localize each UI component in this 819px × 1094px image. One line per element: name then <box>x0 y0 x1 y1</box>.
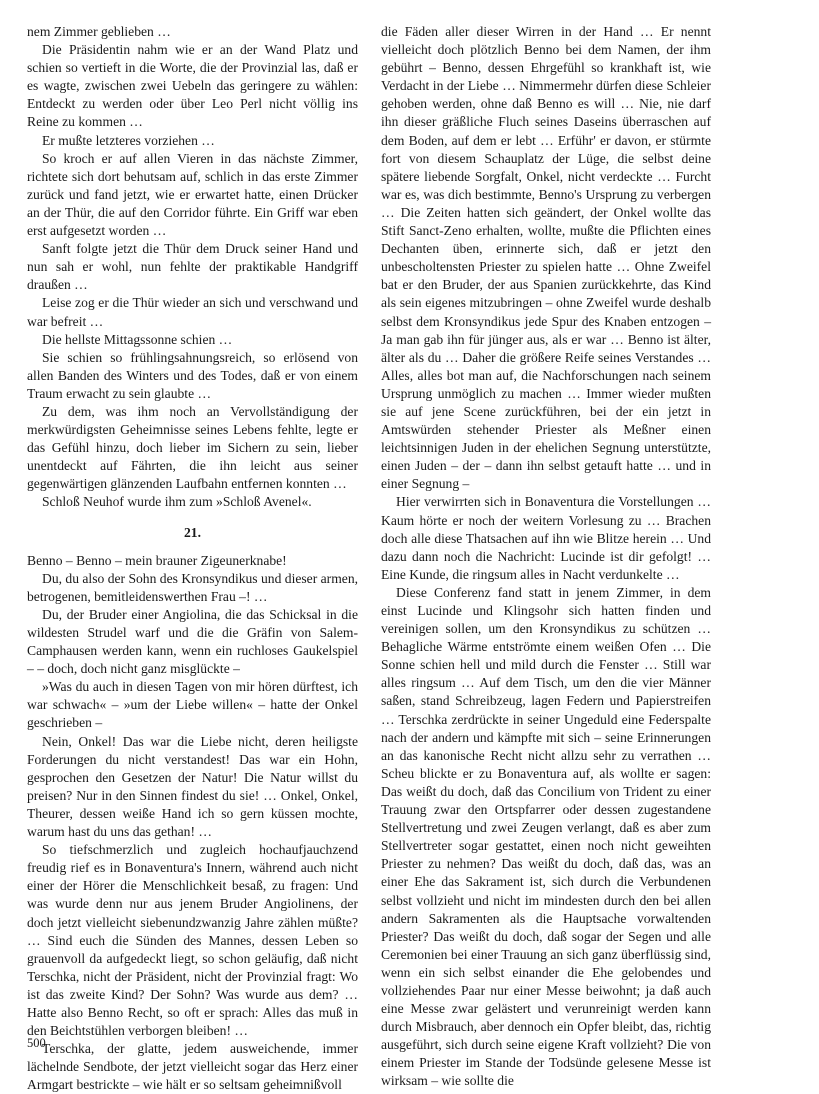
paragraph: Terschka, der glatte, jedem ausweichende, immer lächelnde Sendbote, der jetzt vielleicht sogar das Herz einer Armgart bestrickte – wie hält er so seltsam geheimnißvoll <box>27 1041 358 1093</box>
right-column <box>381 23 711 1091</box>
paragraph: Diese Conferenz fand statt in jenem Zimmer, in dem einst Lucinde und Klingsohr sich hatten finden und vereinigen sollen, um den Kronsyndikus zu schützen … Behagliche Wärme entströmte einem weißen Ofen … Die Sonne schien hell und mild durch die Fenster … Still war alles ringsum … Auf dem Tisch, um den die vier Männer saßen, stand Schreibzeug, lagen Federn und Papierstreifen … Terschka zerdrückte in seiner Ungeduld eine Federspalte nach der andern und kämpfte mit sich – seine Erinnerungen an das kanonische Recht nicht allzu sehr zu verrathen … Scheu blickte er zu Bonaventura auf, als wollte er sagen: Das weißt du doch, daß das Concilium von Trident zu einer Trauung zwar den Ortspfarrer oder dessen zugestandene Stellvertretung und zwei Zeugen verlangt, daß es aber zum Stellvertreter sogar gestattet, einen noch nicht geweihten Priester zu nehmen? Das weißt du doch, daß das, was an einer Ehe das Sakrament ist, sich durch die Verbundenen selbst vollzieht und nicht im mindesten durch den bei allen andern Sakramenten als die Hauptsache vorwaltenden Priester? Das weißt du doch, daß sogar der Segen und alle Ceremonien bei einer Trauung an sich ganz überflüssig sind, wenn ein sich selbst einander die Ehe gelobendes und vollziehendes Paar nur einer Messe beiwohnt; ja daß auch eine Messe zwar gelästert und verunreinigt werden kann durch Misbrauch, aber dennoch ein Opfer bleibt, das, richtig ausgeführt, sich durch seine eigene Kraft vollzieht? Die von einem Priester im Stande der Todsünde gelesene Messe ist wirksam – wie sollte die <box>381 584 711 1089</box>
chapter-heading: 21. <box>184 524 201 540</box>
paragraph: Zu dem, was ihm noch an Vervollständigung der merkwürdigsten Geheimnisse seines Lebens fehlte, legte er das Gefühl hinzu, doch lieber im Sichern zu sein, lieber unentdeckt auf Fährten, die ihn leicht aus seiner gegenwärtigen glänzenden Laufbahn entfernen konnten … <box>27 403 358 492</box>
paragraph: Hier verwirrten sich in Bonaventura die Vorstellungen … Kaum hörte er noch der weitern Vorlesung zu … Brachen doch alle diese Thatsachen auf ihn wie Blitze herein … Und dazu dann noch die Nachricht: Lucinde ist dir gefolgt! … Eine Kunde, die ringsum alles in Nacht verdunkelte … <box>381 494 711 582</box>
paragraph: So kroch er auf allen Vieren in das nächste Zimmer, richtete sich dort behutsam auf, schlich in das erste Zimmer zurück und fand jetzt, wie er erwartet hatte, einen Drücker an der Thür, die auf den Corridor führte. Ein Griff war eben erst aufgesetzt worden … <box>27 150 358 239</box>
page-number: 500 <box>27 1036 46 1050</box>
paragraph: So tiefschmerzlich und zugleich hochaufjauchzend freudig rief es in Bonaventura's Innern, während auch nicht einer der Hörer die Menschlichkeit besaß, zu fragen: Und was wurde denn nur aus jenem Bruder Angiolinens, der doch jetzt vielleicht siebenundzwanzig Jahre zählen müßte? … Sind euch die Sünden des Mannes, dessen Leben so grauenvoll da aufgedeckt liegt, so schon geläufig, daß nicht Terschka, nicht der Präsident, nicht der Provinzial fragt: Wo ist das zweite Kind? Der Sohn? Was wurde aus dem? … Hatte also Benno Recht, so oft er sprach: Alles das muß in den Beichtstühlen verborgen bleiben! … <box>27 842 358 1039</box>
paragraph: Leise zog er die Thür wieder an sich und verschwand und war befreit … <box>27 295 358 329</box>
paragraph: nem Zimmer geblieben … <box>27 24 171 39</box>
left-column <box>27 23 358 1094</box>
paragraph: Er mußte letzteres vorziehen … <box>42 132 215 148</box>
paragraph: Sanft folgte jetzt die Thür dem Druck seiner Hand und nun sah er wohl, nun fehlte der praktikable Handgriff draußen … <box>27 241 358 293</box>
paragraph: Benno – Benno – mein brauner Zigeunerknabe! <box>27 552 287 568</box>
paragraph: Sie schien so frühlingsahnungsreich, so erlösend von allen Banden des Winters und des Todes, daß er von einem Traum erwacht zu sein glaubte … <box>27 349 358 401</box>
paragraph: Die Präsidentin nahm wie er an der Wand Platz und schien so vertieft in die Worte, die der Provinzial las, daß er es wagte, zwischen zwei Uebeln das geringere zu wählen: Entdeckt zu werden oder über Leo Perl nicht völlig ins Reine zu kommen … <box>27 42 358 130</box>
paragraph: »Was du auch in diesen Tagen von mir hören dürftest, ich war schwach« – »um der Liebe willen« – hatte der Onkel geschrieben – <box>27 679 358 731</box>
paragraph: Du, der Bruder einer Angiolina, die das Schicksal in die wildesten Strudel warf und die die Gräfin von Salem-Camphausen werden kann, wenn ein ruchloses Gaukelspiel – – doch, doch nicht ganz misglückte – <box>27 606 358 677</box>
paragraph: Du, du also der Sohn des Kronsyndikus und dieser armen, betrogenen, bemitleidenswerthen Frau –! … <box>27 570 359 604</box>
paragraph: Nein, Onkel! Das war die Liebe nicht, deren heiligste Forderungen du nicht verstandest! Das war ein Hohn, gesprochen den Gesetzen der Natur! Die Natur willst du preisen? Nur in den Sinnen findest du sie! … Onkel, Onkel, Theurer, dessen weiße Hand ich so gern küssen mochte, warum hast du uns das gethan! … <box>27 733 358 840</box>
paragraph: Die hellste Mittagssonne schien … <box>42 331 233 347</box>
paragraph: Schloß Neuhof wurde ihm zum »Schloß Avenel«. <box>42 494 312 510</box>
paragraph: die Fäden aller dieser Wirren in der Hand … Er nennt vielleicht doch plötzlich Benno bei dem Namen, der ihm gebührt – Benno, dessen Ehrgefühl so krankhaft ist, wie Verdacht in der Liebe … Nimmermehr dürfen diese Schleier gehoben werden, ohne daß Benno es will … Nie, nie darf ihn dieser gräßliche Fluch seines Daseins überraschen auf dem Boden, auf dem er lebt … Erführ' er davon, er stürmte fort von diesem Schauplatz der Lüge, die selbst deine spätere liebende Sorgfalt, Onkel, nicht verdeckte … Furcht war es, was dich bestimmte, Benno's Ursprung zu verbergen … Die Zeiten hatten sich geändert, der Onkel wollte das Stift Sanct-Zeno erhalten, wollte, mußte die Pflichten eines Dechanten üben, erinnerte sich, daß er jetzt den unbescholtensten Priester zu spielen hatte … Ohne Zweifel bat er den Bruder, der aus Spanien zurückkehrte, das Kind als sein eigenes mitzubringen – ohne Zweifel wurde deshalb selbst dem Kronsyndikus jede Spur des Knaben entzogen – Ja man gab ihn für jünger aus, als er war … Benno ist älter, älter als du … Daher die größere Reife seines Verstandes … Alles, alles bot man auf, die Nachforschungen nach seinem Ursprung unmöglich zu machen … Immer wieder mußten sie auf jene Scene zurückführen, bei der ein jetzt in Amtswürden stehender Priester als Meßner einen leichtsinnigen Juden in der ehelichen Segnung unterstützte, einen Juden – der – dann ihn selbst getauft hatte … und in einer Segnung – <box>381 24 711 492</box>
